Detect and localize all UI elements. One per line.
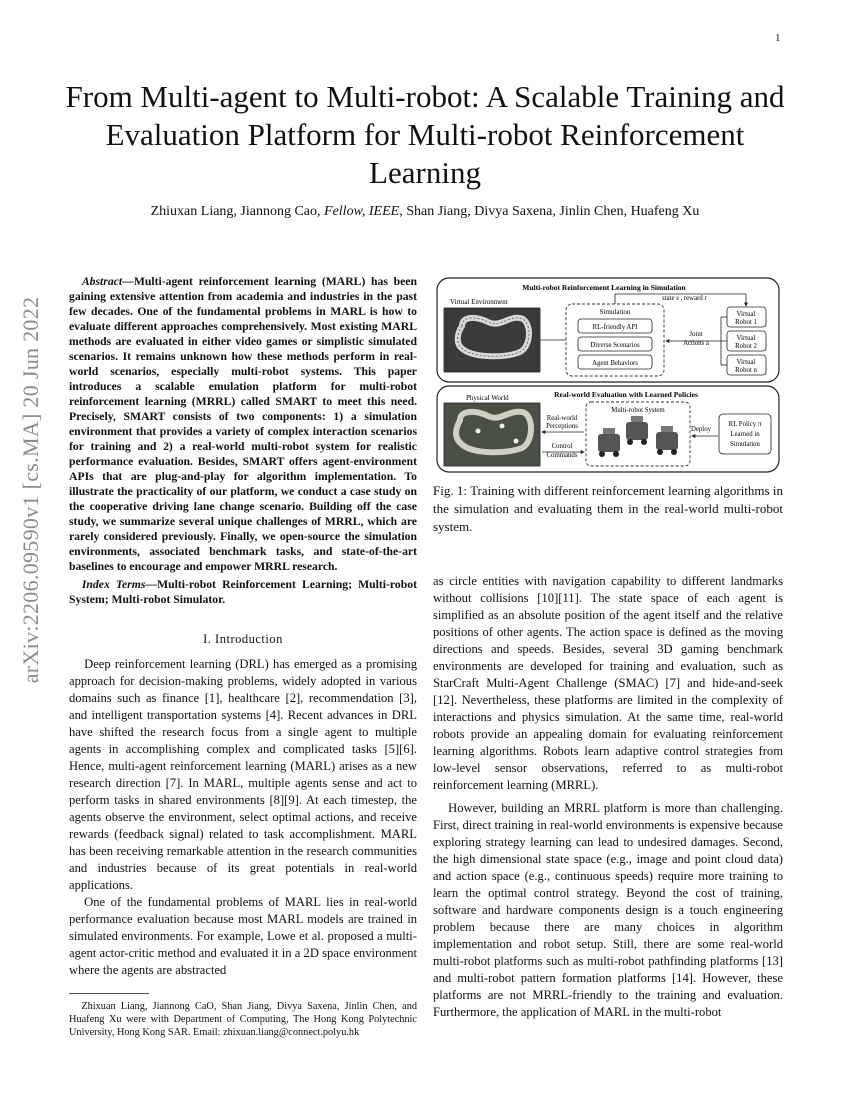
author-fellow: Fellow, IEEE: [324, 204, 400, 219]
author-names-b: , Shan Jiang, Divya Saxena, Jinlin Chen, Huafeng Xu: [399, 204, 700, 219]
vrn-line1: Virtual: [736, 359, 756, 366]
footnote: [69, 1000, 417, 1039]
right-paragraph: as circle entities with navigation capability to different landmarks without collisions [10][11]. The state space of each agent is simplified as an absolute position of the agent itself and the relative positions of other agents. The action space is defined as the moving directions and speeds. Besides, several 3D gaming benchmark environments are developed for training and evaluation, such as StarCraft Multi-Agent Challenge (SMAC) [7] and hide-and-seek [12]. Nevertheless, these platforms are limited in the complexity of interactions and physics simulation. At the same time, real-world robots provide an appealing domain for evaluating reinforcement learning algorithms. Robots learn adaptive control strategies from low-level sensor observations, referred to as multi-robot reinforcement learning (MRRL).: [433, 574, 783, 792]
virtual-env-label: Virtual Environment: [450, 298, 508, 306]
page-number: 1: [775, 32, 781, 44]
figure-1: [436, 276, 780, 474]
paper-title: From Multi-agent to Multi-robot: A Scalable Training and Evaluation Platform for Multi-robot Reinforcement Learning: [65, 79, 785, 190]
intro-paragraph: One of the fundamental problems of MARL lies in real-world performance evaluation because most MARL models are trained in simulated environments. For example, Lowe et al. proposed a multi-agent actor-critic method and evaluated it in a 2D space environment where the agents are abstracted: [69, 895, 417, 977]
vr1-line1: Virtual: [736, 311, 756, 318]
rl-api-label: RL-friendly API: [592, 324, 638, 331]
figure-caption: Fig. 1: Training with different reinforcement learning algorithms in the simulation and evaluating them in the real-world multi-robot system.: [433, 483, 783, 534]
joint-label: Joint: [689, 331, 703, 338]
arxiv-sidebar: [16, 290, 46, 690]
mrs-label: Multi-robot System: [611, 407, 665, 414]
introduction-body: [69, 656, 417, 979]
author-list: [60, 204, 790, 220]
state-reward-label: state s , reward r: [662, 295, 707, 302]
diverse-label: Diverse Scenarios: [590, 342, 640, 349]
commands-line1: Control: [551, 443, 573, 450]
right-column-body: [433, 573, 783, 1021]
footnote-rule: [69, 993, 149, 994]
vr2-line2: Robot 2: [735, 343, 757, 350]
vr1-line2: Robot 1: [735, 319, 757, 326]
index-terms: [69, 577, 417, 607]
policy-line1: RL Policy π: [728, 421, 762, 428]
agent-behaviors-label: Agent Behaviors: [592, 360, 638, 367]
abstract-text: —Multi-agent reinforcement learning (MARL) has been gaining extensive attention from academia and industries in the past few decades. One of the fundamental problems in MARL is how to evaluate different approaches comprehensively. Most existing MARL methods are evaluated in either video games or simplistic simulated scenarios. It remains unknown how these methods perform in real-world scenarios, especially multi-robot systems. This paper introduces a scalable emulation platform for multi-robot reinforcement learning (MRRL) called SMART to meet this need. Precisely, SMART consists of two components: 1) a simulation environment that provides a variety of complex interaction scenarios for training and 2) a real-world multi-robot system for realistic performance evaluation. Besides, SMART offers agent-environment APIs that are plug-and-play for algorithm implementation. To illustrate the practicality of our platform, we conduct a case study on the cooperative driving lane change scenario. Building off the case study, we summarize several unique challenges of MRRL, which are rarely considered previously. Finally, we open-source the simulation environments, associated benchmark tasks, and state-of-the-art baselines to encourage and empower MRRL research.: [69, 275, 417, 573]
perceptions-line2: Perceptions: [546, 423, 578, 430]
simulation-label: Simulation: [599, 308, 631, 316]
index-terms-text: —Multi-robot Reinforcement Learning; Multi-robot System; Multi-robot Simulator.: [69, 578, 417, 606]
real-panel-title: Real-world Evaluation with Learned Policies: [554, 390, 698, 399]
commands-line2: Commands: [546, 452, 578, 459]
physical-robot-dot: [476, 429, 481, 434]
deploy-label: Deploy: [690, 426, 712, 433]
section-heading: I. Introduction: [203, 632, 283, 646]
policy-line2: Learned in: [730, 431, 760, 438]
abstract-label: Abstract: [81, 275, 123, 288]
perceptions-line1: Real-world: [546, 415, 578, 422]
sim-panel-title: Multi-robot Reinforcement Learning in Simulation: [522, 283, 686, 292]
abstract: [69, 274, 417, 574]
author-names-a: Zhiuxan Liang, Jiannong Cao,: [150, 204, 325, 219]
physical-world-label: Physical World: [466, 394, 509, 402]
physical-robot-dot: [514, 439, 519, 444]
right-paragraph: However, building an MRRL platform is more than challenging. First, direct training in real-world environments is expensive because exploring strategy learning can lead to undesired damages. Second, the high dimensional state space (e.g., image and point cloud data) and action space (e.g., continuous speeds) require more training to learn the optimal control strategy. Beyond the cost of training, software and hardware components design is a touch engineering problem because there are many choices in algorithm implementation and robot setup. Still, there are some real-world multi-robot platforms such as multi-robot pathfinding platforms [13] and multi-robot pattern formation platforms [14]. However, these platforms are not MRRL-friendly to the training and evaluation. Furthermore, the application of MARL in the multi-robot: [433, 801, 783, 1019]
index-terms-label: Index Terms: [81, 578, 146, 591]
physical-robot-dot: [500, 424, 505, 429]
policy-line3: Simulation: [730, 441, 760, 448]
vrn-line2: Robot n: [735, 367, 757, 374]
intro-paragraph: Deep reinforcement learning (DRL) has emerged as a promising approach for decision-making problems, widely adopted in various domains such as finance [1], healthcare [2], recommendation [3], and intelligent transportation systems [4]. Recent advances in DRL have shifted the research focus from a single agent to multiple agents in accomplishing complex and complicated tasks [5][6]. Hence, multi-agent reinforcement learning (MARL) arises as a new research direction [7]. In MARL, multiple agents sense and act to perform tasks in shared environments [8][9]. At each timestep, the agents observe the environment, select optimal actions, and receive rewards (feedback signal) related to task accomplishment. MARL has been receiving remarkable attention in the research communities and industries because of its great potentials in real-world applications.: [69, 657, 417, 892]
actions-label: Actions a: [683, 340, 709, 347]
footnote-text: Zhixuan Liang, Jiannong CaO, Shan Jiang, Divya Saxena, Jinlin Chen, and Huafeng Xu were with Department of Computing, The Hong Kong Polytechnic University, Hong Kong SAR. Email: zhixuan.liang@connect.polyu.hk: [69, 1001, 417, 1038]
arxiv-id: arXiv:2206.09590v1 [cs.MA] 20 Jun 2022: [18, 296, 43, 684]
vr2-line1: Virtual: [736, 335, 756, 342]
figure-1-diagram: [436, 276, 780, 474]
